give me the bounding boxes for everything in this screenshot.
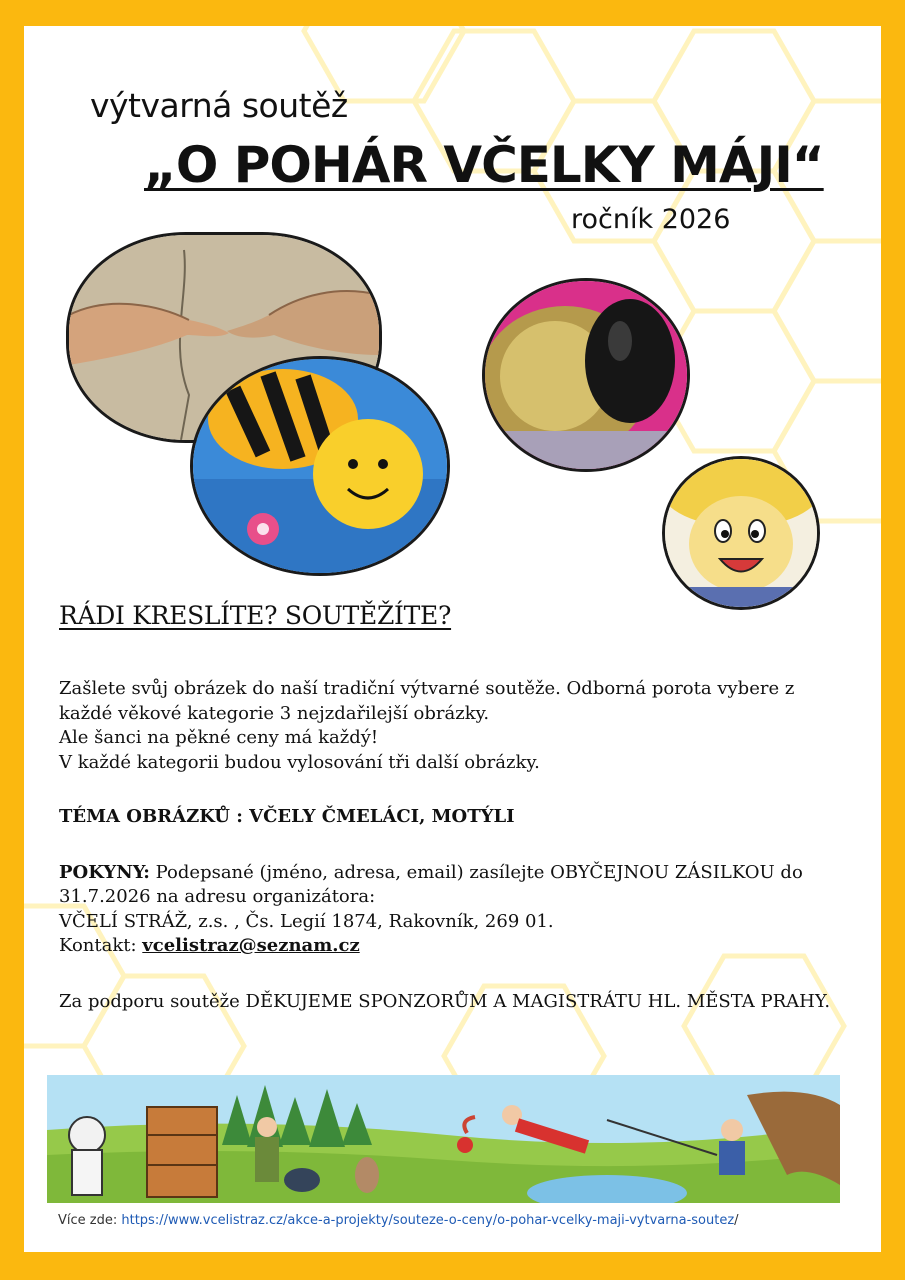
address: VČELÍ STRÁŽ, z.s. , Čs. Legií 1874, Rakovník, 269 01. [59,910,554,932]
intro-paragraph-3: V každé kategorii budou vylosování tři další obrázky. [59,751,540,773]
bee-closeup-drawing [482,278,690,472]
theme-text: TÉMA OBRÁZKŮ : VČELY ČMELÁCI, MOTÝLI [59,806,515,827]
bee-child-drawing-image [193,359,447,573]
cartoon-illustration [47,1075,840,1203]
footer-link[interactable]: https://www.vcelistraz.cz/akce-a-projekty/souteze-o-ceny/o-pohar-vcelky-maji-vytvarna-soutez [121,1213,735,1228]
cartoon-face-drawing-image [665,459,817,607]
poster-page [24,26,881,1252]
contact-line [59,934,849,959]
cartoon-face-drawing [662,456,820,610]
intro-paragraph-1: Zašlete svůj obrázek do naší tradiční výtvarné soutěže. Odborná porota vybere z každé věkové kategorie 3 nejzdařilejší obrázky. [59,678,795,724]
subtitle: výtvarná soutěž [90,86,348,125]
bee-closeup-drawing-image [485,281,687,469]
bee-child-drawing [190,356,450,576]
theme-line [59,805,849,830]
footer-suffix: / [734,1213,739,1228]
cartoon-illustration-strip [47,1075,840,1203]
spacer [59,830,849,861]
invitation-text [59,677,849,1014]
intro-paragraph-2: Ale šanci na pěkné ceny má každý! [59,727,379,748]
contact-label: Kontakt: [59,935,143,956]
instructions [59,861,849,910]
honeycomb-background [24,26,881,1252]
section-heading: RÁDI KRESLÍTE? SOUTĚŽÍTE? [59,601,452,630]
spacer [59,959,849,990]
footer [58,1213,739,1228]
contact-email-link[interactable]: vcelistraz@seznam.cz [142,935,360,956]
thanks-paragraph: Za podporu soutěže DĚKUJEME SPONZORŮM A MAGISTRÁTU HL. MĚSTA PRAHY. [59,990,831,1012]
footer-label: Více zde: [58,1213,122,1228]
page-title [144,136,824,194]
instructions-label: POKYNY: [59,861,150,883]
year-label: ročník 2026 [571,204,731,235]
instructions-text: Podepsané (jméno, adresa, email) zasílejte OBYČEJNOU ZÁSILKOU do 31.7.2026 na adresu organizátora: [59,861,803,907]
spacer [59,775,849,805]
title-text: „O POHÁR VČELKY MÁJI“ [144,136,824,194]
